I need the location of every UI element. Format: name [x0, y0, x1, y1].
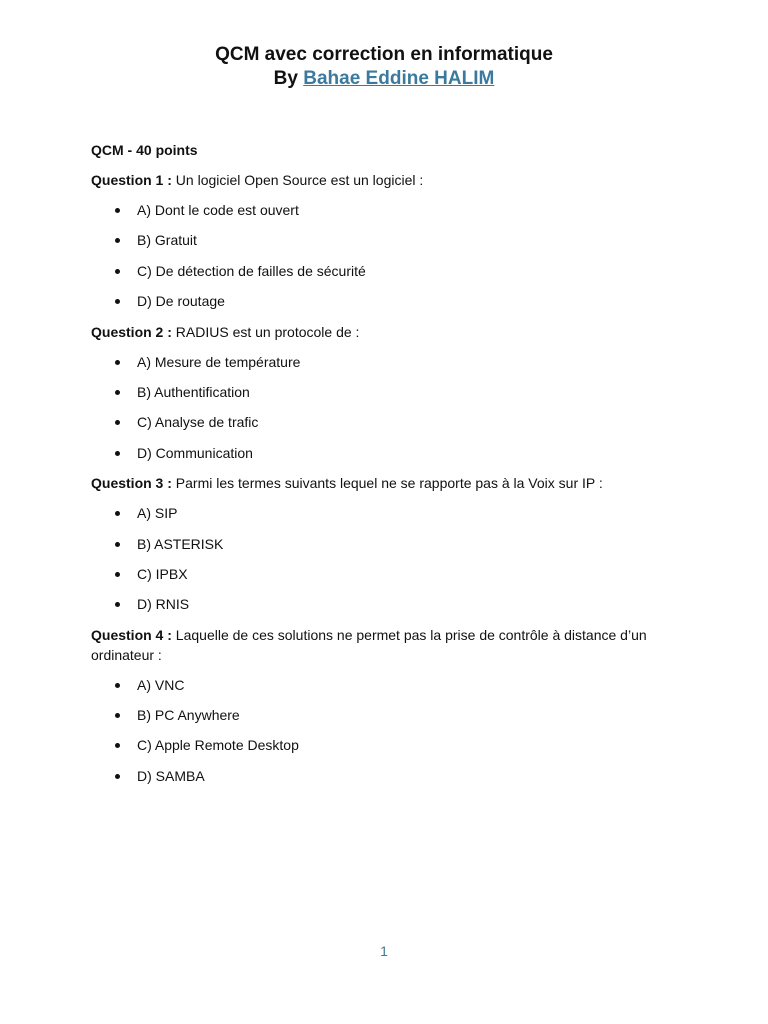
bullet-icon [115, 774, 120, 779]
bullet-icon [115, 269, 120, 274]
option-text: B) ASTERISK [137, 535, 224, 552]
question-label: Question 3 : [91, 475, 172, 492]
question-text: Parmi les termes suivants lequel ne se rapporte pas à la Voix sur IP : [175, 475, 603, 492]
option-text: D) RNIS [137, 596, 190, 613]
bullet-icon [115, 572, 120, 577]
author-line [0, 67, 768, 91]
option-text: D) Communication [137, 444, 253, 461]
option-text: A) VNC [137, 676, 185, 693]
document-title: QCM avec correction en informatique [215, 44, 553, 65]
option-text: B) Authentification [137, 383, 250, 400]
option-item [91, 766, 661, 786]
option-item [91, 200, 661, 220]
option-text: C) Analyse de trafic [137, 414, 259, 431]
option-text: A) Dont le code est ouvert [137, 202, 299, 218]
by-label: By [273, 68, 298, 89]
option-item [91, 352, 661, 372]
page-number: 1 [380, 943, 388, 959]
option-text: A) SIP [137, 505, 178, 522]
option-item [91, 291, 661, 311]
bullet-icon [115, 451, 120, 456]
options-list [91, 503, 661, 614]
section-heading: QCM - 40 points [91, 142, 198, 158]
option-item [91, 735, 661, 755]
bullet-icon [115, 390, 120, 395]
option-item [91, 675, 661, 695]
option-item [91, 564, 661, 584]
option-text: C) IPBX [137, 565, 188, 582]
bullet-icon [115, 420, 120, 425]
question-text: RADIUS est un protocole de : [175, 323, 360, 340]
bullet-icon [115, 208, 120, 213]
question-4 [91, 625, 661, 665]
question-1 [91, 170, 661, 190]
bullet-icon [115, 602, 120, 607]
option-text: B) PC Anywhere [137, 707, 240, 724]
option-text: B) Gratuit [137, 232, 197, 249]
bullet-icon [115, 360, 120, 365]
question-3 [91, 473, 661, 493]
option-item [91, 412, 661, 432]
option-item [91, 503, 661, 523]
question-label: Question 1 : [91, 172, 172, 188]
document-header [0, 43, 768, 91]
options-list [91, 675, 661, 786]
option-item [91, 230, 661, 250]
option-text: C) De détection de failles de sécurité [137, 262, 366, 279]
bullet-icon [115, 299, 120, 304]
question-text: Laquelle de ces solutions ne permet pas la prise de contrôle à distance d’un ordinateur : [91, 626, 647, 663]
options-list [91, 352, 661, 463]
option-item [91, 382, 661, 402]
bullet-icon [115, 683, 120, 688]
question-text: Un logiciel Open Source est un logiciel : [175, 172, 424, 188]
qcm-content [91, 140, 661, 796]
bullet-icon [115, 713, 120, 718]
bullet-icon [115, 238, 120, 243]
question-2 [91, 322, 661, 342]
option-item [91, 705, 661, 725]
option-item [91, 534, 661, 554]
option-item [91, 443, 661, 463]
author-link[interactable]: Bahae Eddine HALIM [303, 68, 495, 89]
bullet-icon [115, 542, 120, 547]
options-list [91, 200, 661, 311]
option-item [91, 261, 661, 281]
option-text: C) Apple Remote Desktop [137, 737, 299, 754]
question-label: Question 4 : [91, 626, 172, 643]
option-text: D) SAMBA [137, 767, 205, 784]
option-text: D) De routage [137, 293, 225, 310]
question-label: Question 2 : [91, 323, 172, 340]
bullet-icon [115, 743, 120, 748]
option-item [91, 594, 661, 614]
option-text: A) Mesure de température [137, 353, 301, 370]
bullet-icon [115, 511, 120, 516]
